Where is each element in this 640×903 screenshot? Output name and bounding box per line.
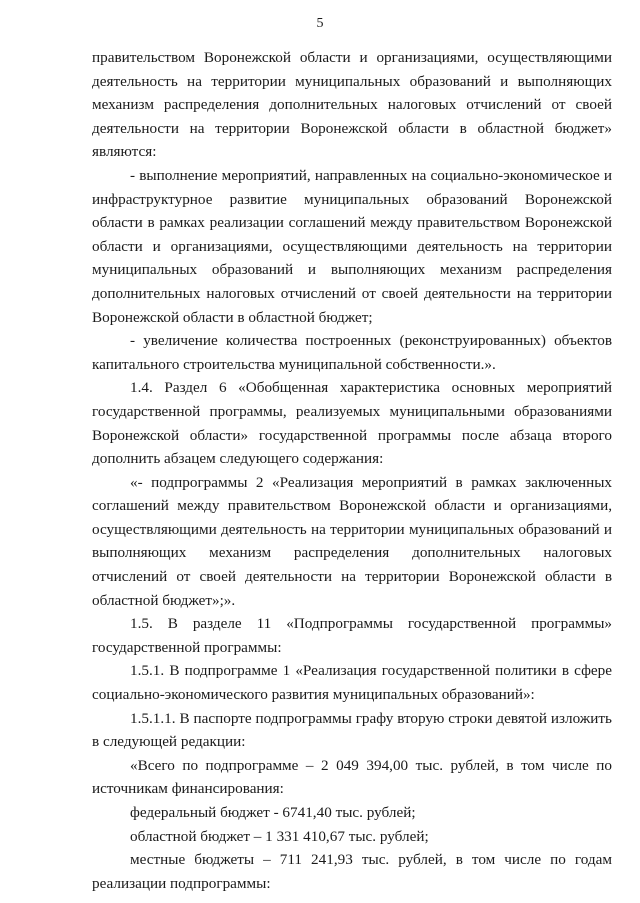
paragraph-quote-subprogram-2: «- подпрограммы 2 «Реализация мероприятий в рамках заключенных соглашений между правительством Воронежской области и организациями, осуществляющими деятельность на территории муниципальных образований и выполняющих механизм распределения дополнительных налоговых отчислений от своей деятельности на территории Воронежской области в областной бюджет»;». [92, 473, 612, 609]
page-number: 5 [316, 16, 324, 31]
paragraph-regional-budget: областной бюджет – 1 331 410,67 тыс. рублей; [130, 827, 429, 845]
paragraph-section-1-5-1: 1.5.1. В подпрограмме 1 «Реализация государственной политики в сфере социально-экономического развития муниципальных образований»: [92, 662, 612, 704]
paragraph-local-budgets: местные бюджеты – 711 241,93 тыс. рублей, в том числе по годам реализации подпрограммы: [92, 851, 612, 892]
paragraph-federal-budget: федеральный бюджет - 6741,40 тыс. рублей; [130, 804, 416, 821]
paragraph-total-funding: «Всего по подпрограмме – 2 049 394,00 тыс. рублей, в том числе по источникам финансирования: [92, 756, 612, 798]
paragraph-section-1-4: 1.4. Раздел 6 «Обобщенная характеристика основных мероприятий государственной программы, реализуемых муниципальными образованиями Воронежской области» государственной программы после абзаца второго дополнить абзацем следующего содержания: [92, 379, 612, 468]
paragraph-section-1-5-1-1: 1.5.1.1. В паспорте подпрограммы графу вторую строки девятой изложить в следующей редакции: [92, 709, 612, 751]
paragraph-bullet-construction: - увеличение количества построенных (реконструированных) объектов капитального строительства муниципальной собственности.». [92, 332, 612, 373]
paragraph-bullet-activities: - выполнение мероприятий, направленных на социально-экономическое и инфраструктурное развитие муниципальных образований Воронежской области в рамках реализации соглашений между правительством Воронежской области и организациями, осуществляющими деятельность на территории муниципальных образований и выполняющих механизм распределения дополнительных налоговых отчислений от своей деятельности на территории Воронежской области в областной бюджет; [92, 166, 612, 326]
paragraph-section-1-5: 1.5. В разделе 11 «Подпрограммы государственной программы» государственной программы: [92, 615, 612, 656]
paragraph-continuation: правительством Воронежской области и организациями, осуществляющими деятельность на территории муниципальных образований и выполняющих механизм распределения дополнительных налоговых отчислений от своей деятельности на территории Воронежской области в областной бюджет» являются: [92, 49, 612, 161]
